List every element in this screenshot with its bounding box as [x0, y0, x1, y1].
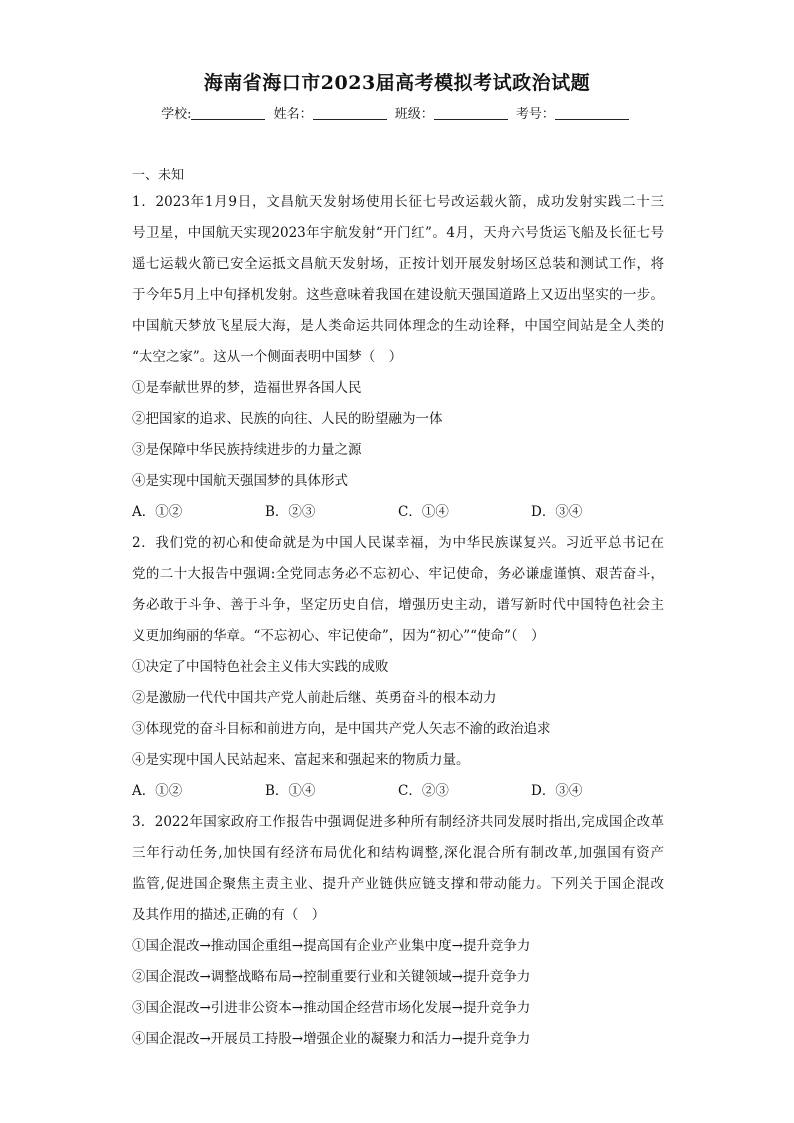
statement-item: ④是实现中国人民站起来、富起来和强起来的物质力量。 [132, 752, 470, 768]
choice-c[interactable]: C．②③ [398, 783, 449, 799]
question-stem-line: 号卫星，中国航天实现2023年宇航发射“开门红”。4月，天舟六号货运飞船及长征七号 [132, 225, 664, 241]
question-1 [132, 187, 664, 528]
statement-item: ③体现党的奋斗目标和前进方向，是中国共产党人矢志不渝的政治追求 [132, 721, 551, 737]
question-stem-line: 党的二十大报告中强调:全党同志务必不忘初心、牢记使命，务必谦虚谨慎、艰苦奋斗， [132, 566, 664, 582]
page-title: 海南省海口市2023届高考模拟考试政治试题 [203, 72, 591, 94]
answer-choices [132, 497, 664, 528]
question-stem-line: 2．我们党的初心和使命就是为中国人民谋幸福，为中华民族谋复兴。习近平总书记在 [132, 535, 664, 551]
choice-a[interactable]: A．①② [132, 504, 183, 520]
statement-item: ①是奉献世界的梦，造福世界各国人民 [132, 380, 362, 396]
question-stem-line: “太空之家”。这从一个侧面表明中国梦（ ） [132, 349, 403, 365]
answer-choices [132, 776, 664, 807]
question-stem-line: 遥七运载火箭已安全运抵文昌航天发射场，正按计划开展发射场区总装和测试工作，将 [132, 256, 664, 272]
questions-body [132, 187, 664, 1055]
statement-item: ②国企混改→调整战略布局→控制重要行业和关键领域→提升竞争力 [132, 969, 531, 985]
statement-item: ①国企混改→推动国企重组→提高国有企业产业集中度→提升竞争力 [132, 938, 531, 954]
statement-item: ②把国家的追求、民族的向往、人民的盼望融为一体 [132, 411, 443, 427]
class-label: 班级： [394, 107, 434, 122]
question-3 [132, 807, 664, 1055]
question-stem-line: 中国航天梦放飞星辰大海，是人类命运共同体理念的生动诠释，中国空间站是全人类的 [132, 318, 664, 334]
section-heading: 一、未知 [132, 168, 185, 183]
name-blank[interactable] [313, 107, 387, 120]
question-stem-line: 监管,促进国企聚焦主责主业、提升产业链供应链支撑和带动能力。下列关于国企混改 [132, 876, 664, 892]
question-stem-line: 及其作用的描述,正确的有（ ） [132, 907, 326, 923]
statement-item: ④国企混改→开展员工持股→增强企业的凝聚力和活力→提升竞争力 [132, 1031, 531, 1047]
question-stem-line: 3．2022年国家政府工作报告中强调促进多种所有制经济共同发展时指出,完成国企改革 [132, 814, 664, 830]
question-stem-line: 务必敢于斗争、善于斗争，坚定历史自信，增强历史主动，谱写新时代中国特色社会主 [132, 597, 664, 613]
statement-item: ④是实现中国航天强国梦的具体形式 [132, 473, 348, 489]
choice-b[interactable]: B．②③ [265, 504, 316, 520]
question-2 [132, 528, 664, 807]
statement-item: ③国企混改→引进非公资本→推动国企经营市场化发展→提升竞争力 [132, 1000, 531, 1016]
name-label: 姓名： [273, 107, 313, 122]
choice-a[interactable]: A．①② [132, 783, 183, 799]
question-stem-line: 于今年5月上中旬择机发射。这些意味着我国在建设航天强国道路上又迈出坚实的一步。 [132, 287, 664, 303]
exam-number-label: 考号： [515, 107, 555, 122]
choice-b[interactable]: B．①④ [265, 783, 316, 799]
question-stem-line: 1．2023年1月9日，文昌航天发射场使用长征七号改运载火箭，成功发射实践二十三 [132, 194, 664, 210]
school-label: 学校: [161, 107, 192, 122]
statement-item: ③是保障中华民族持续进步的力量之源 [132, 442, 362, 458]
statement-item: ①决定了中国特色社会主义伟大实践的成败 [132, 659, 389, 675]
class-blank[interactable] [434, 107, 508, 120]
student-info-row [0, 103, 794, 122]
statement-item: ②是激励一代代中国共产党人前赴后继、英勇奋斗的根本动力 [132, 690, 497, 706]
question-stem-line: 义更加绚丽的华章。“不忘初心、牢记使命”，因为“初心”“使命”（ ） [132, 628, 545, 644]
exam-number-blank[interactable] [555, 107, 629, 120]
choice-d[interactable]: D．③④ [531, 504, 583, 520]
choice-d[interactable]: D．③④ [531, 783, 583, 799]
question-stem-line: 三年行动任务,加快国有经济布局优化和结构调整,深化混合所有制改革,加强国有资产 [132, 845, 664, 861]
school-blank[interactable] [191, 107, 265, 120]
choice-c[interactable]: C．①④ [398, 504, 449, 520]
